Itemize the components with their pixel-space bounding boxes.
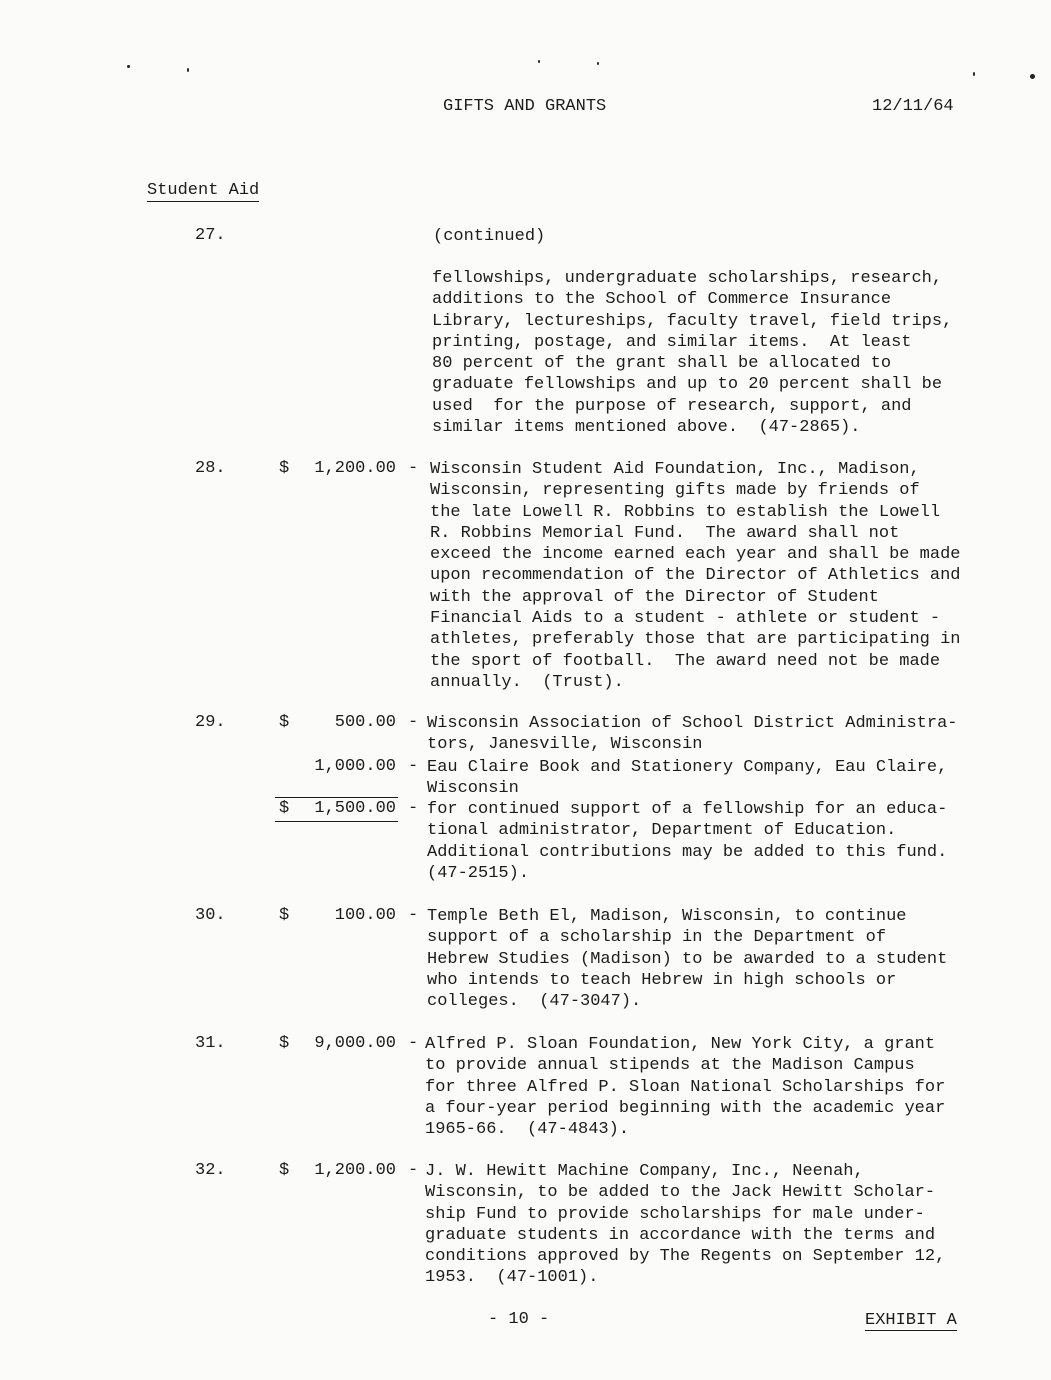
text-line: graduate fellowships and up to 20 percent shall be: [432, 375, 943, 395]
item-number: 28.: [195, 459, 226, 478]
text-line: tors, Janesville, Wisconsin: [427, 735, 703, 755]
item-text: [430, 459, 961, 693]
text-line: with the approval of the Director of Student: [430, 587, 879, 607]
scan-speck: [187, 68, 189, 72]
text-line: annually. (Trust).: [430, 672, 624, 692]
item-number: 27.: [195, 226, 226, 245]
amount-total: 1,500.00: [314, 799, 396, 818]
scan-speck: [597, 62, 599, 65]
dollar-sign: $: [279, 459, 290, 478]
text-line: a four-year period beginning with the academic year: [425, 1098, 946, 1118]
amount: 500.00: [334, 713, 396, 732]
text-line: colleges. (47-3047).: [427, 992, 642, 1012]
text-line: to provide annual stipends at the Madison Campus: [425, 1056, 915, 1076]
text-line: additions to the School of Commerce Insurance: [432, 290, 892, 310]
text-line: conditions approved by The Regents on September 12,: [425, 1247, 946, 1267]
dash: -: [408, 799, 419, 818]
text-line: athletes, preferably those that are participating in: [430, 630, 961, 650]
text-line: Financial Aids to a student - athlete or student -: [430, 609, 941, 629]
text-line: support of a scholarship in the Department of: [427, 928, 887, 948]
text-line: Wisconsin Association of School District Administra-: [427, 714, 958, 733]
text-line: Wisconsin, representing gifts made by friends of: [430, 481, 920, 501]
item-text: [427, 906, 947, 1012]
amount: 1,200.00: [314, 459, 396, 478]
item-text: [432, 268, 952, 438]
text-line: who intends to teach Hebrew in high schools or: [427, 970, 897, 990]
text-line: 1953. (47-1001).: [425, 1268, 599, 1288]
text-line: 80 percent of the grant shall be allocated to: [432, 354, 892, 374]
text-line: ship Fund to provide scholarships for male under-: [425, 1204, 925, 1224]
page-title: GIFTS AND GRANTS: [443, 97, 607, 116]
text-line: J. W. Hewitt Machine Company, Inc., Neenah,: [425, 1162, 864, 1181]
text-line: for three Alfred P. Sloan National Scholarships for: [425, 1077, 946, 1097]
amount: 9,000.00: [314, 1034, 396, 1053]
item-text: [427, 757, 947, 800]
text-line: the late Lowell R. Robbins to establish the Lowell: [430, 502, 941, 522]
scan-speck: [538, 60, 540, 63]
amount: 1,200.00: [314, 1161, 396, 1180]
text-line: 1965-66. (47-4843).: [425, 1120, 630, 1140]
item-text: [425, 1034, 945, 1140]
text-line: Wisconsin, to be added to the Jack Hewitt Scholar-: [425, 1183, 936, 1203]
item-number: 30.: [195, 906, 226, 925]
text-line: Additional contributions may be added to this fund.: [427, 842, 948, 862]
text-line: exceed the income earned each year and shall be made: [430, 545, 961, 565]
dollar-sign: $: [279, 799, 290, 818]
text-line: tional administrator, Department of Education.: [427, 821, 897, 841]
item-number: 31.: [195, 1034, 226, 1053]
exhibit-label: EXHIBIT A: [865, 1311, 957, 1330]
scan-speck: [1030, 74, 1035, 79]
text-line: Wisconsin Student Aid Foundation, Inc., Madison,: [430, 460, 920, 479]
text-line: Eau Claire Book and Stationery Company, Eau Claire,: [427, 758, 948, 777]
item-text: [425, 1161, 945, 1289]
text-line: similar items mentioned above. (47-2865).: [432, 418, 861, 438]
text-line: upon recommendation of the Director of Athletics and: [430, 566, 961, 586]
page-number: - 10 -: [488, 1310, 550, 1329]
item-text: [427, 799, 947, 884]
section-heading: Student Aid: [147, 181, 260, 200]
text-line: for continued support of a fellowship for an educa-: [427, 800, 948, 819]
text-line: graduate students in accordance with the terms and: [425, 1225, 936, 1245]
text-line: Hebrew Studies (Madison) to be awarded to a student: [427, 949, 948, 969]
text-line: Temple Beth El, Madison, Wisconsin, to continue: [427, 907, 907, 926]
text-line: Library, lectureships, faculty travel, field trips,: [432, 311, 953, 331]
text-line: printing, postage, and similar items. At least: [432, 332, 912, 352]
dollar-sign: $: [279, 906, 290, 925]
item-number: 32.: [195, 1161, 226, 1180]
scan-speck: [973, 72, 975, 76]
item-text: [427, 713, 958, 756]
dollar-sign: $: [279, 1034, 290, 1053]
text-line: R. Robbins Memorial Fund. The award shall not: [430, 523, 900, 543]
dollar-sign: $: [279, 1161, 290, 1180]
text-line: used for the purpose of research, support, and: [432, 396, 912, 416]
text-line: fellowships, undergraduate scholarships, research,: [432, 269, 943, 288]
item-number: 29.: [195, 713, 226, 732]
dash: -: [408, 757, 419, 776]
dash: -: [408, 713, 419, 732]
text-line: (47-2515).: [427, 863, 530, 883]
text-line: Alfred P. Sloan Foundation, New York City, a grant: [425, 1035, 936, 1054]
total-underline: [275, 821, 398, 822]
dash: -: [408, 906, 419, 925]
amount: 1,000.00: [314, 757, 396, 776]
scan-speck: [127, 65, 130, 68]
dash: -: [408, 459, 419, 478]
text-line: Wisconsin: [427, 779, 519, 799]
amount: 100.00: [334, 906, 396, 925]
sum-rule: [275, 797, 398, 798]
text-line: the sport of football. The award need not be made: [430, 651, 941, 671]
dash: -: [408, 1161, 419, 1180]
page-date: 12/11/64: [872, 97, 954, 116]
dash: -: [408, 1034, 419, 1053]
continued-label: (continued): [433, 227, 546, 246]
dollar-sign: $: [279, 713, 290, 732]
